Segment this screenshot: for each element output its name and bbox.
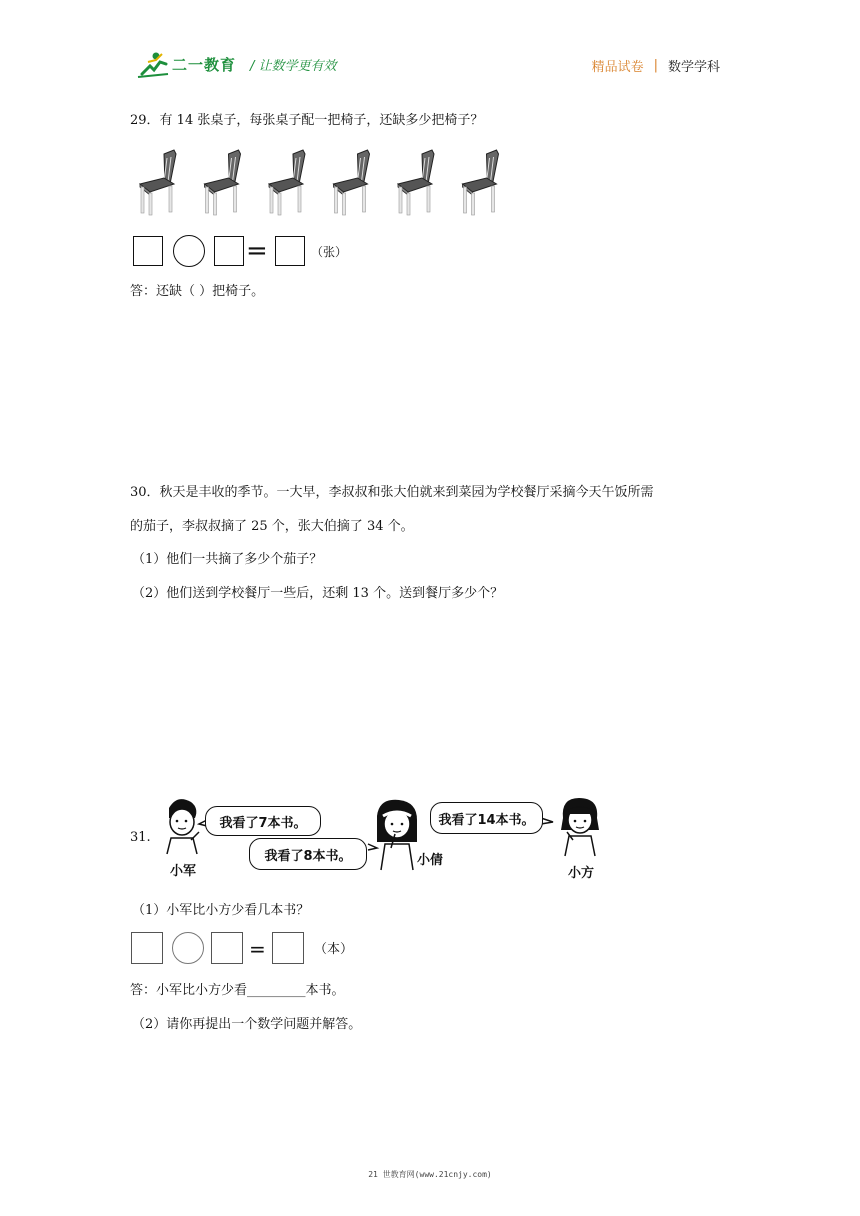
- chair-icon: [269, 150, 305, 215]
- answer-box-1[interactable]: [133, 236, 163, 266]
- runner-logo-icon: [136, 50, 170, 78]
- result-box-2[interactable]: [272, 932, 304, 964]
- answer-box-3[interactable]: [131, 932, 163, 964]
- q30-sub1: （1）他们一共摘了多少个茄子？: [132, 552, 323, 567]
- boy-xiaojun-figure: [167, 799, 199, 854]
- q29-text: 29．有 14 张桌子，每张桌子配一把椅子，还缺多少把椅子？: [130, 113, 484, 128]
- speech-text-xiaojun: 我看了7本书。: [219, 815, 307, 831]
- q31-number: 31.: [130, 830, 151, 845]
- result-box[interactable]: [275, 236, 305, 266]
- girl-xiaoqian-figure: [377, 800, 417, 870]
- q30-line1: 30．秋天是丰收的季节。一大早，李叔叔和张大伯就来到菜园为学校餐厅采摘今天午饭所需: [130, 485, 654, 500]
- q30-sub2: （2）他们送到学校餐厅一些后，还剩 13 个。送到餐厅多少个？: [132, 586, 504, 601]
- chair-icon: [463, 150, 499, 215]
- chair-icon: [398, 150, 434, 215]
- slogan: / 让数学更有效: [250, 58, 337, 74]
- tag-premium: 精品试卷: [591, 60, 644, 75]
- footer-source: 21 世教育网(www.21cnjy.com): [368, 1170, 492, 1179]
- operator-circle-2[interactable]: [172, 932, 204, 964]
- header-tags: [592, 56, 720, 75]
- q31-sub2: （2）请你再提出一个数学问题并解答。: [132, 1017, 362, 1032]
- speech-bubble-xiaoqian: [249, 838, 367, 870]
- speech-bubble-xiaojun: [205, 806, 321, 836]
- q29-answer: 答：还缺（ ）把椅子。: [130, 284, 265, 299]
- equals-sign-2: =: [249, 937, 266, 961]
- q30-line2: 的茄子，李叔叔摘了 25 个，张大伯摘了 34 个。: [130, 519, 414, 534]
- q31-sub1: （1）小军比小方少看几本书？: [132, 903, 310, 918]
- logo-text: 二一教育: [172, 55, 237, 74]
- equals-sign: =: [246, 236, 268, 266]
- chair-icon: [205, 150, 241, 215]
- unit-label: （张）: [311, 245, 348, 259]
- name-xiaoqian: 小倩: [417, 853, 444, 868]
- chairs-illustration: [130, 148, 510, 218]
- tag-subject: 数学学科: [667, 60, 720, 75]
- answer-box-4[interactable]: [211, 932, 243, 964]
- chairs-group: [130, 148, 510, 218]
- girl-xiaofang-figure: [561, 798, 599, 856]
- name-xiaofang: 小方: [568, 866, 595, 881]
- answer-box-2[interactable]: [214, 236, 244, 266]
- operator-circle[interactable]: [173, 235, 205, 267]
- chair-icon: [334, 150, 370, 215]
- speech-text-xiaoqian: 我看了8本书。: [264, 848, 352, 864]
- chair-icon: [140, 150, 176, 215]
- speech-text-xiaofang: 我看了14本书。: [438, 812, 535, 828]
- brand-logo: [136, 50, 337, 78]
- speech-bubble-xiaofang: [430, 802, 543, 834]
- unit-label-2: （本）: [314, 942, 354, 957]
- q31-answer: 答：小军比小方少看_________本书。: [130, 983, 345, 998]
- header-divider: |: [653, 58, 658, 73]
- name-xiaojun: 小军: [170, 864, 197, 879]
